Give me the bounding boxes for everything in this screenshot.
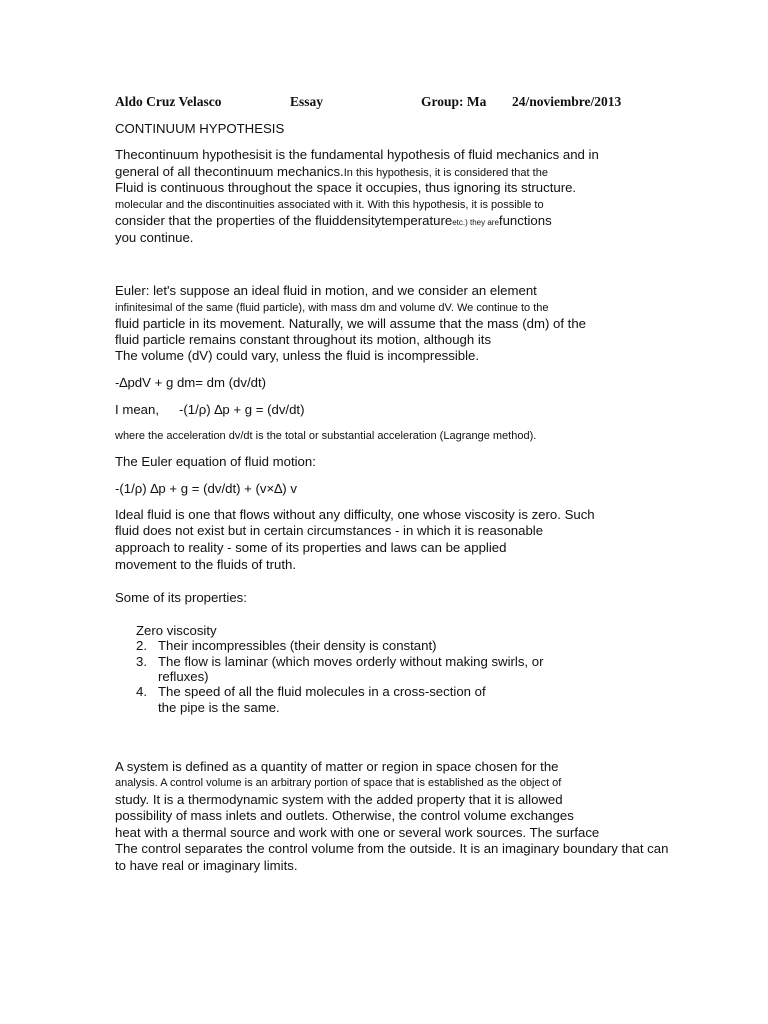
equation-label: I mean, [115,402,159,417]
paragraph-line: possibility of mass inlets and outlets. Otherwise, the control volume exchanges [115,808,574,823]
equation: -(1/ρ) ∆p + g = (dv/dt) + (v×∆) v [115,481,297,496]
list-number: 4. [136,684,147,699]
paragraph-line: molecular and the discontinuities associated with it. With this hypothesis, it is possible to [115,199,544,211]
list-item: Their incompressibles (their density is constant) [158,638,437,653]
paragraph-line: general of all thecontinuum mechanics.In this hypothesis, it is considered that the [115,164,548,179]
list-item: The speed of all the fluid molecules in a cross-section of [158,684,486,699]
euler-equation-title: The Euler equation of fluid motion: [115,454,316,469]
properties-title: Some of its properties: [115,590,247,605]
author-name: Aldo Cruz Velasco [115,94,222,109]
paragraph-line: heat with a thermal source and work with one or several work sources. The surface [115,825,600,840]
paragraph-line: infinitesimal of the same (fluid particle), with mass dm and volume dV. We continue to the [115,302,549,314]
paragraph-line: consider that the properties of the fluiddensitytemperatureetc.) they arefunctions [115,213,552,228]
list-item: Zero viscosity [136,623,217,638]
paragraph-line: A system is defined as a quantity of matter or region in space chosen for the [115,759,559,774]
paragraph-line: Ideal fluid is one that flows without any difficulty, one whose viscosity is zero. Such [115,507,595,522]
paragraph-line: Thecontinuum hypothesisit is the fundamental hypothesis of fluid mechanics and in [115,147,599,162]
list-number: 3. [136,654,147,669]
paragraph-line: approach to reality - some of its properties and laws can be applied [115,540,507,555]
group-label: Group: Ma [421,94,487,109]
list-item: The flow is laminar (which moves orderly without making swirls, or [158,654,544,669]
paragraph-line: Fluid is continuous throughout the space it occupies, thus ignoring its structure. [115,180,577,195]
equation: -(1/ρ) ∆p + g = (dv/dt) [178,402,305,417]
paragraph-line: movement to the fluids of truth. [115,557,297,572]
list-number: 2. [136,638,147,653]
paragraph-line: you continue. [115,230,194,245]
paragraph-line: to have real or imaginary limits. [115,858,298,873]
paragraph-line: fluid particle remains constant throughout its motion, although its [115,332,492,347]
paragraph-line: Euler: let's suppose an ideal fluid in motion, and we consider an element [115,283,537,298]
paragraph-line: where the acceleration dv/dt is the total or substantial acceleration (Lagrange method). [115,430,537,442]
document-date: 24/noviembre/2013 [512,94,622,109]
paragraph-line: fluid particle in its movement. Naturally, we will assume that the mass (dm) of the [115,316,587,331]
equation-line [115,402,305,418]
paragraph-line: analysis. A control volume is an arbitrary portion of space that is established as the object of [115,777,562,789]
section-title: CONTINUUM HYPOTHESIS [115,121,285,136]
list-item-continued: the pipe is the same. [158,700,280,715]
paragraph-line: The volume (dV) could vary, unless the fluid is incompressible. [115,348,480,363]
list-item-continued: refluxes) [158,669,209,684]
paragraph-line: The control separates the control volume from the outside. It is an imaginary boundary that can [115,841,669,856]
paragraph-line: study. It is a thermodynamic system with the added property that it is allowed [115,792,563,807]
paragraph-line: fluid does not exist but in certain circumstances - in which it is reasonable [115,523,544,538]
document-type: Essay [290,94,324,109]
equation: -∆pdV + g dm= dm (dv/dt) [115,375,266,390]
